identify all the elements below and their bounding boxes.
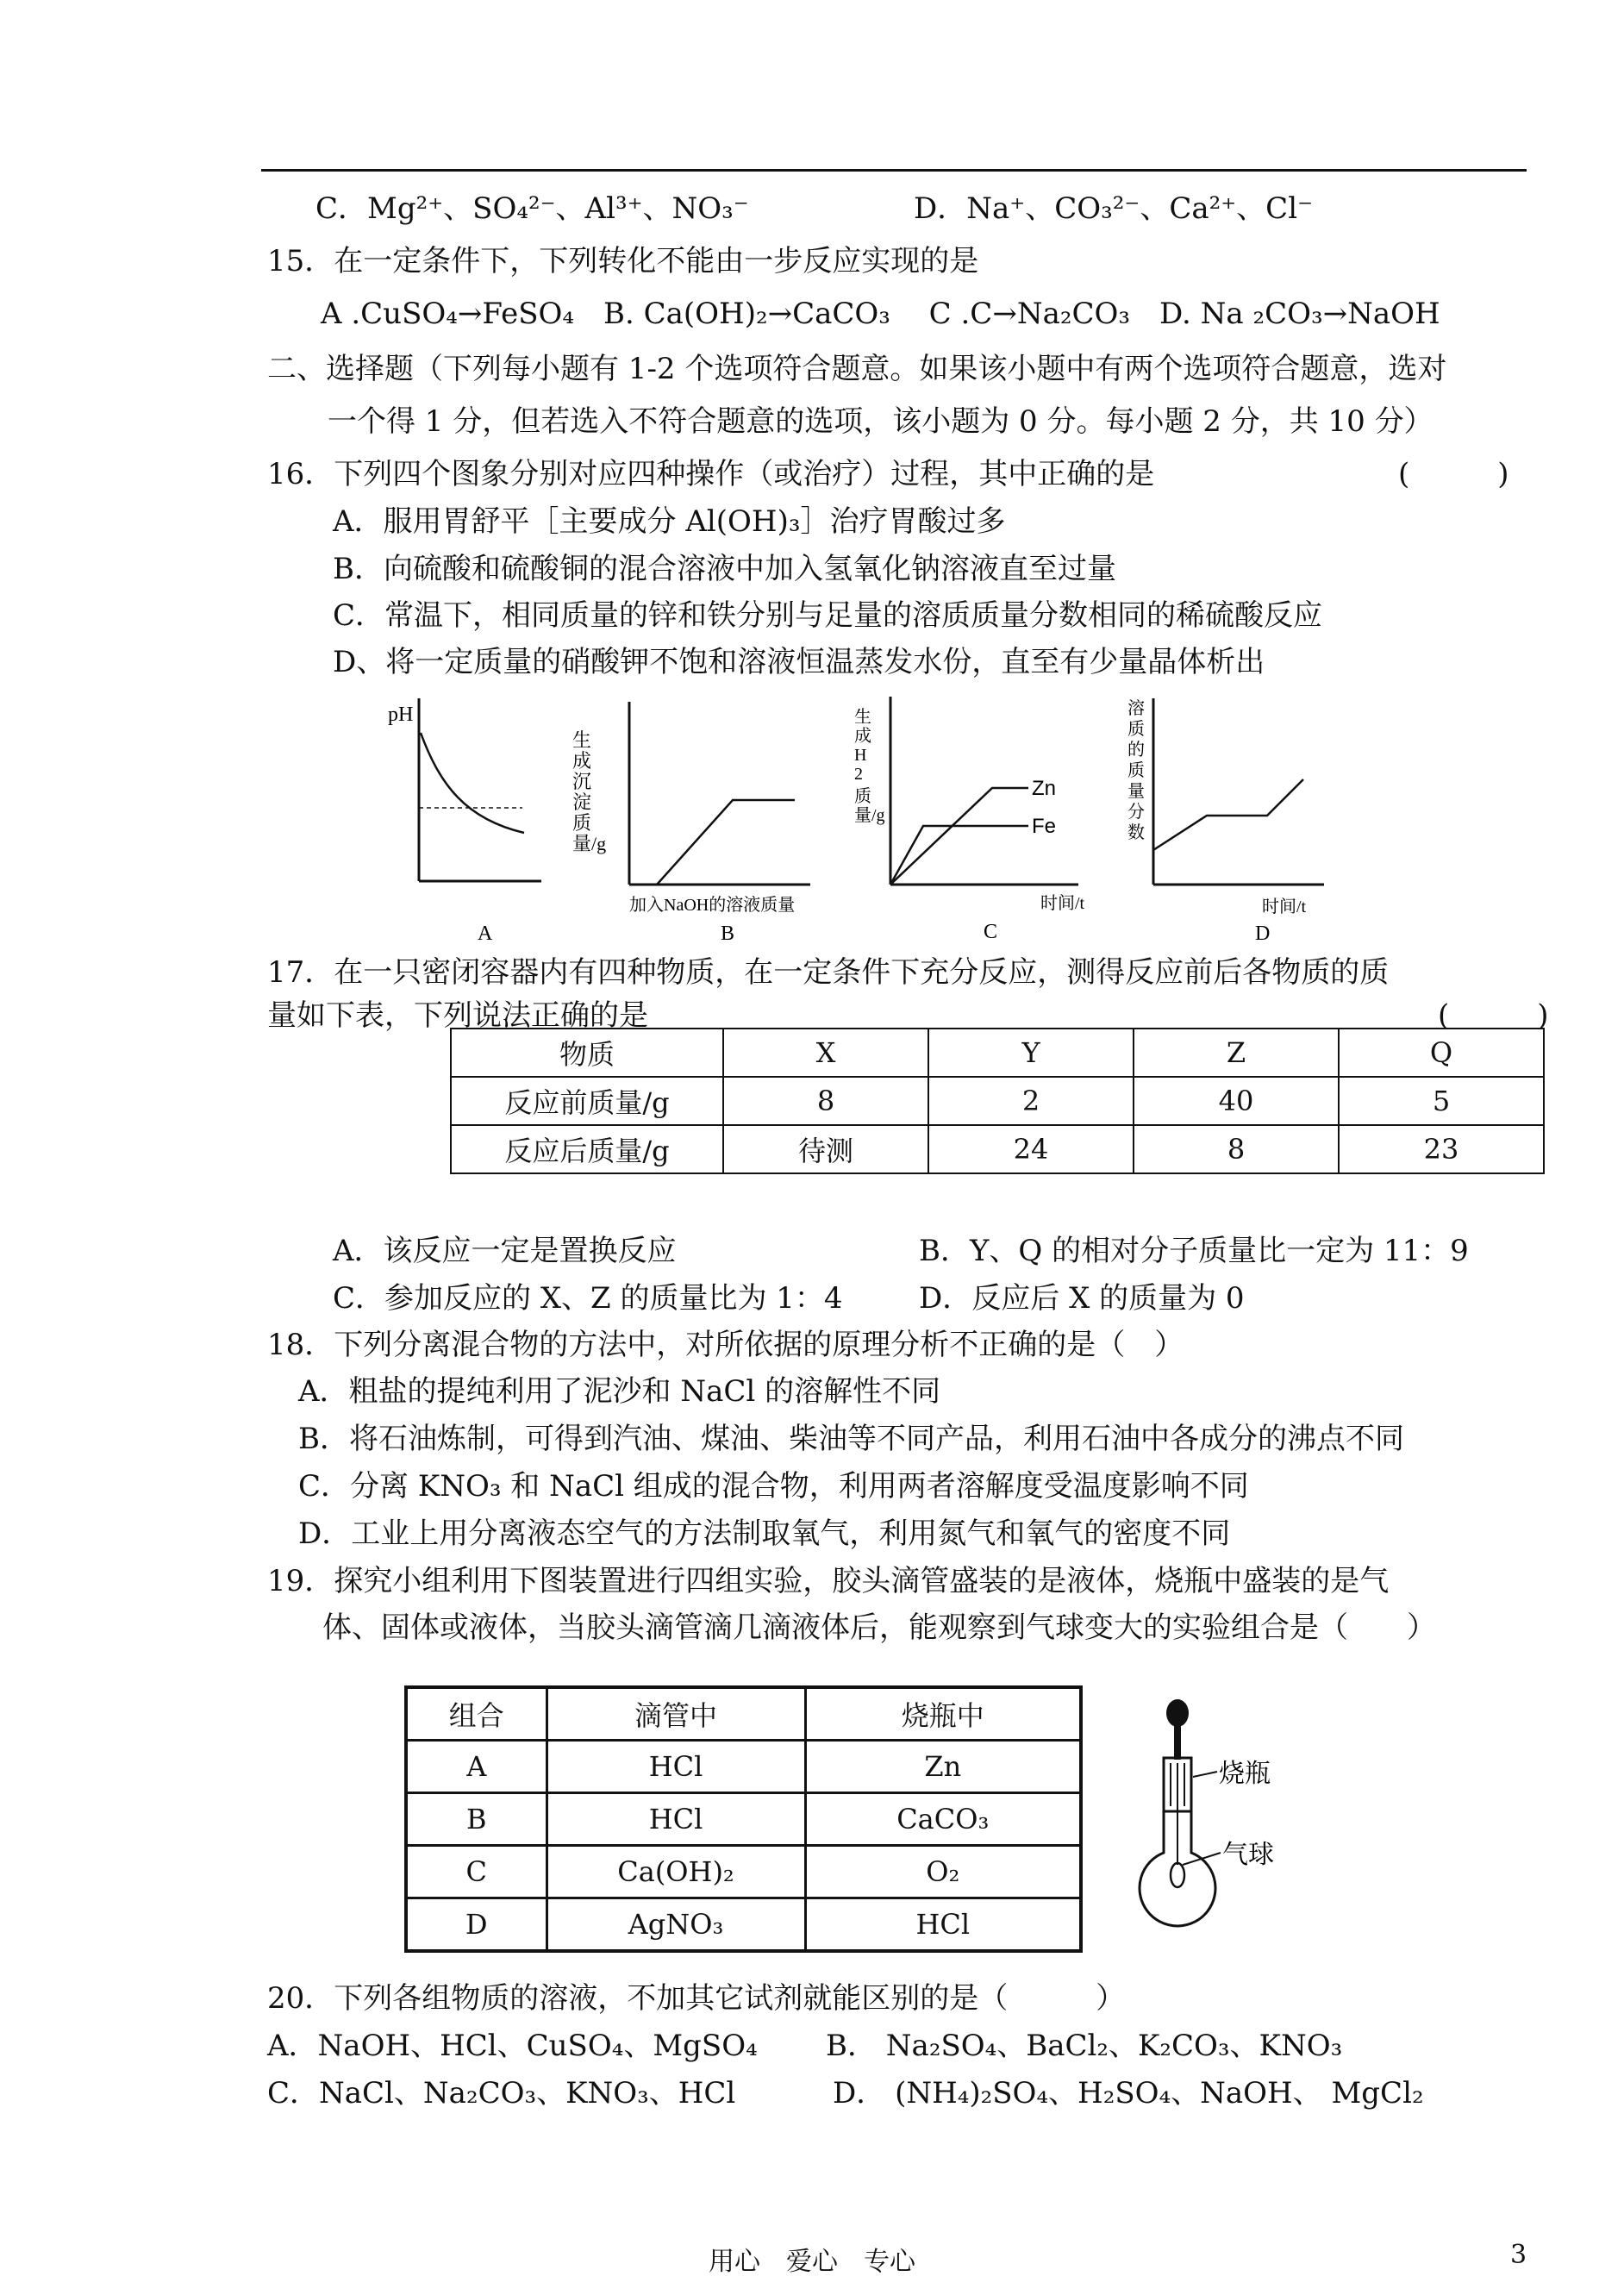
table-cell: 待测 [723, 1125, 928, 1173]
table-header-cell: Y [928, 1029, 1134, 1077]
table-cell: CaCO₃ [805, 1793, 1081, 1846]
q19-stem-line1: 19．探究小组利用下图装置进行四组实验，胶头滴管盛装的是液体，烧瓶中盛装的是气 [267, 1564, 1390, 1598]
q17-option-c: C．参加反应的 X、Z 的质量比为 1：4 [333, 1281, 843, 1316]
q16-option-d: D、将一定质量的硝酸钾不饱和溶液恒温蒸发水份，直至有少量晶体析出 [333, 645, 1265, 679]
graph-a-caption: A [478, 922, 493, 945]
table-cell: A [406, 1741, 547, 1793]
table-cell: 40 [1134, 1077, 1339, 1125]
table-cell: 8 [723, 1077, 928, 1125]
q16-stem: 16．下列四个图象分别对应四种操作（或治疗）过程，其中正确的是 [267, 457, 1155, 491]
q20-option-d: D． (NH₄)₂SO₄、H₂SO₄、NaOH、 MgCl₂ [833, 2076, 1424, 2111]
q20-stem: 20．下列各组物质的溶液，不加其它试剂就能区别的是（ ） [267, 1981, 1126, 2016]
graph-c [840, 690, 1116, 948]
graph-b-line [657, 800, 795, 885]
table-cell: HCl [805, 1898, 1081, 1952]
table-row [451, 1077, 1544, 1125]
svg-text:生成H2质量/g: 生成 H 2 质量/g [854, 708, 885, 825]
table-row [406, 1898, 1081, 1952]
table-cell: 2 [928, 1077, 1134, 1125]
graph-a-ylabel: pH [388, 704, 414, 726]
table-cell: O₂ [805, 1846, 1081, 1898]
balloon-label: 气球 [1222, 1840, 1274, 1870]
flask-label: 烧瓶 [1219, 1759, 1271, 1789]
q18-option-a: A．粗盐的提纯利用了泥沙和 NaCl 的溶解性不同 [298, 1374, 941, 1409]
graph-a [371, 690, 569, 948]
graph-a-curve [421, 733, 524, 833]
page-number: 3 [1510, 2240, 1527, 2270]
table-cell: C [406, 1846, 547, 1898]
table-cell: HCl [547, 1741, 805, 1793]
q17-stem-line2: 量如下表，下列说法正确的是 [267, 998, 648, 1033]
graph-c-zn-label: Zn [1032, 777, 1057, 800]
q15-stem: 15．在一定条件下，下列转化不能由一步反应实现的是 [267, 244, 979, 278]
table-header-cell: Z [1134, 1029, 1339, 1077]
table-cell: AgNO₃ [547, 1898, 805, 1952]
table-cell: 反应前质量/g [451, 1077, 723, 1125]
table-cell: Zn [805, 1741, 1081, 1793]
table-cell: D [406, 1898, 547, 1952]
table-row [451, 1029, 1544, 1077]
graph-c-zn-line [890, 788, 1028, 885]
table-header-cell: Q [1339, 1029, 1544, 1077]
section2-instructions-line1: 二、选择题（下列每小题有 1-2 个选项符合题意。如果该小题中有两个选项符合题意，选对 [267, 352, 1447, 386]
q16-option-a: A．服用胃舒平［主要成分 Al(OH)₃］治疗胃酸过多 [333, 504, 1006, 539]
table-cell: 反应后质量/g [451, 1125, 723, 1173]
q17-option-a: A．该反应一定是置换反应 [333, 1234, 677, 1268]
graph-c-xlabel: 时间/t [1040, 894, 1085, 913]
svg-text:生成沉淀质量/g: 生成沉淀质量/g [572, 729, 607, 854]
graph-d-caption: D [1255, 922, 1271, 945]
q17-table [450, 1028, 1545, 1174]
graph-b [560, 690, 836, 948]
table-cell: 24 [928, 1125, 1134, 1173]
q17-stem-line1: 17．在一只密闭容器内有四种物质，在一定条件下充分反应，测得反应前后各物质的质 [267, 955, 1390, 990]
table-cell: HCl [547, 1793, 805, 1846]
q16-option-b: B．向硫酸和硫酸铜的混合溶液中加入氢氧化钠溶液直至过量 [333, 552, 1116, 586]
balloon [1171, 1863, 1184, 1887]
q19-table [404, 1685, 1083, 1953]
graph-d [1121, 690, 1345, 948]
q19-stem-line2: 体、固体或液体，当胶头滴管滴几滴液体后，能观察到气球变大的实验组合是（ ） [322, 1610, 1436, 1645]
graph-d-xlabel: 时间/t [1262, 897, 1307, 916]
q16-answer-paren: ( ) [1398, 457, 1509, 491]
section2-instructions-line2: 一个得 1 分，但若选入不符合题意的选项，该小题为 0 分。每小题 2 分，共 10 分） [328, 404, 1433, 439]
table-row [406, 1687, 1081, 1741]
q20-option-b: B． Na₂SO₄、BaCl₂、K₂CO₃、KNO₃ [826, 2029, 1343, 2063]
header-rule [261, 169, 1527, 172]
table-header-cell: 烧瓶中 [805, 1687, 1081, 1741]
graph-b-xlabel: 加入NaOH的溶液质量 [629, 896, 796, 915]
flask-apparatus [1121, 1668, 1345, 1953]
footer-motto: 用心 爱心 专心 [709, 2247, 915, 2277]
table-row [406, 1846, 1081, 1898]
q17-answer-paren: ( ) [1438, 998, 1549, 1033]
graph-c-fe-line [890, 826, 1028, 885]
q17-option-b: B．Y、Q 的相对分子质量比一定为 11：9 [919, 1234, 1469, 1268]
q14-option-d: D．Na⁺、CO₃²⁻、Ca²⁺、Cl⁻ [914, 191, 1314, 226]
table-cell: 8 [1134, 1125, 1339, 1173]
q20-option-c: C．NaCl、Na₂CO₃、KNO₃、HCl [267, 2076, 736, 2111]
graph-c-caption: C [984, 921, 998, 943]
q16-option-c: C．常温下，相同质量的锌和铁分别与足量的溶质质量分数相同的稀硫酸反应 [333, 598, 1323, 633]
q15-options: A .CuSO₄→FeSO₄ B. Ca(OH)₂→CaCO₃ C .C→Na₂CO₃ D. Na ₂CO₃→NaOH [321, 297, 1440, 331]
table-row [451, 1125, 1544, 1173]
table-row [406, 1793, 1081, 1846]
table-header-cell: 组合 [406, 1687, 547, 1741]
graph-c-fe-label: Fe [1032, 815, 1057, 838]
q14-option-c: C．Mg²⁺、SO₄²⁻、Al³⁺、NO₃⁻ [315, 191, 749, 226]
q18-stem: 18．下列分离混合物的方法中，对所依据的原理分析不正确的是（ ） [267, 1328, 1184, 1362]
svg-text:溶质的质量分数: 溶质的质量分数 [1127, 699, 1145, 842]
table-header-cell: 滴管中 [547, 1687, 805, 1741]
table-cell: 23 [1339, 1125, 1544, 1173]
table-cell: Ca(OH)₂ [547, 1846, 805, 1898]
dropper-bulb [1166, 1699, 1189, 1727]
q17-option-d: D．反应后 X 的质量为 0 [919, 1281, 1245, 1316]
table-row [406, 1741, 1081, 1793]
q18-option-c: C．分离 KNO₃ 和 NaCl 组成的混合物，利用两者溶解度受温度影响不同 [298, 1469, 1249, 1504]
q20-option-a: A．NaOH、HCl、CuSO₄、MgSO₄ [267, 2029, 758, 2063]
graph-d-line [1153, 779, 1303, 850]
q18-option-d: D．工业上用分离液态空气的方法制取氧气，利用氮气和氧气的密度不同 [298, 1516, 1231, 1551]
table-header-cell: X [723, 1029, 928, 1077]
q18-option-b: B．将石油炼制，可得到汽油、煤油、柴油等不同产品，利用石油中各成分的沸点不同 [298, 1422, 1404, 1456]
table-cell: B [406, 1793, 547, 1846]
table-cell: 5 [1339, 1077, 1544, 1125]
graph-b-caption: B [721, 922, 735, 945]
table-header-cell: 物质 [451, 1029, 723, 1077]
